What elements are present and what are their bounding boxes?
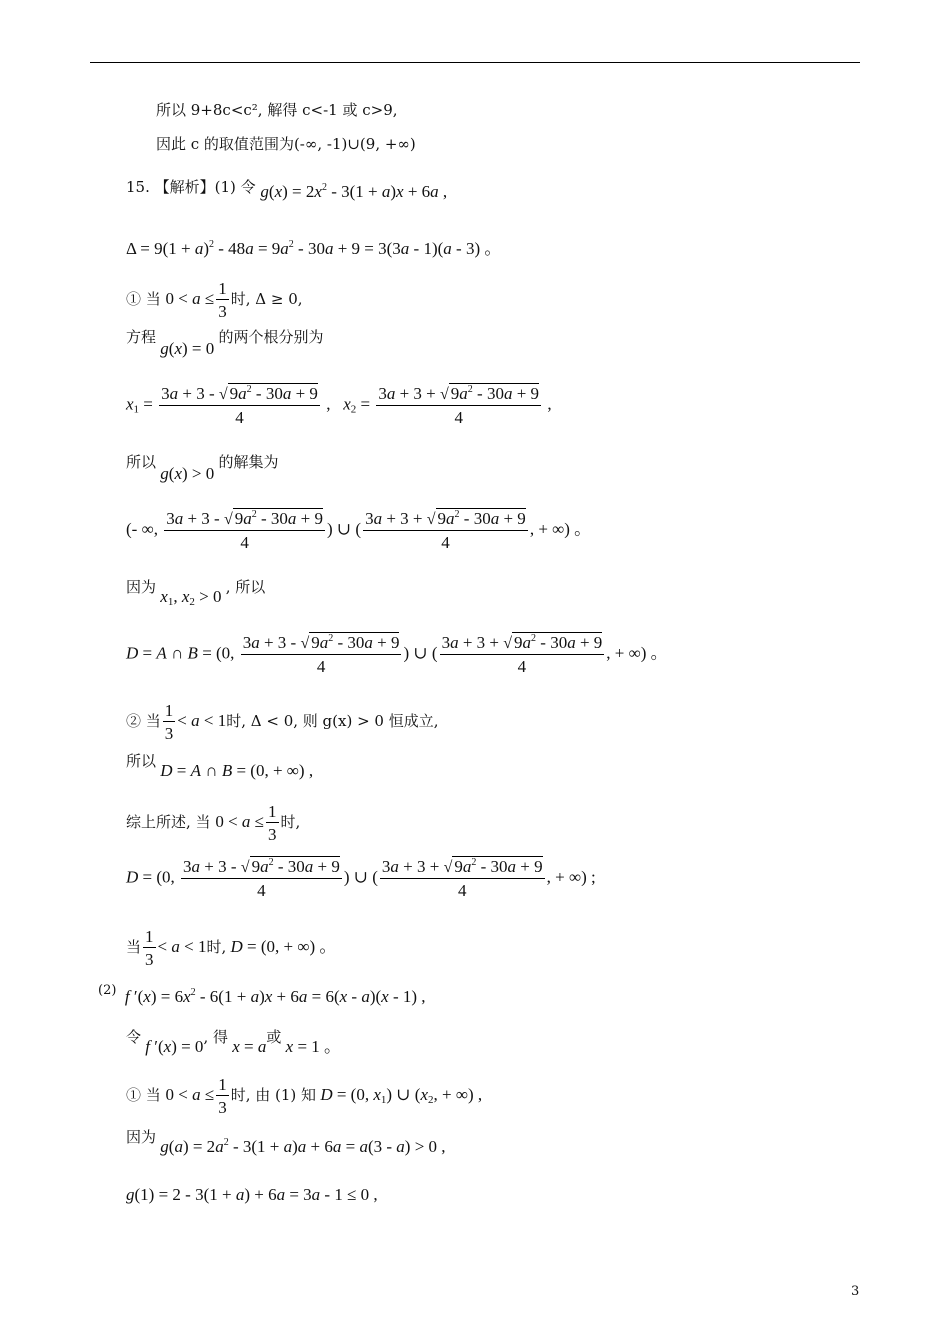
summary-case-2: 当 $\frac{1}{3}$ < a < 1时, D = (0, + ∞) 。 [126,927,337,969]
critical-points: 令 f ′(x) = 0, 得 x = a或 x = 1 。 [126,1028,342,1056]
roots-positive: 因为 $x_1$, $x_2 > 0$ , 所以 [126,578,266,608]
header-rule [90,62,860,63]
g-a-evaluation: 因为 $g(a) = 2a^2 - 3(1 + a)a + 6a = a(3 - a) > 0$ , [126,1128,446,1156]
case-2-condition: ② 当 $\frac{1}{3}$ < a < 1时, Δ < 0, 则 g(x) > 0 恒成立, [126,701,439,743]
set-d-formula-2: D = (0, $\frac{3a + 3 - √ 9a^2 - 30a + 9}{4}$ ) ∪ ( $\frac{3a + 3 + √ 9a^2 - 30a + 9}{4}$ , + ∞) ; [126,857,596,900]
case-1-condition: ① 当 0 < a ≤ $\frac{1}{3}$ 时, Δ ≥ 0, [126,279,303,321]
part-2-derivative: (2) f $'(x) = 6x^2 - 6(1 + a)x + 6a = 6(x - a)(x - 1)$ , [98,983,426,1006]
problem-label: 15. 【解析】(1) 令 [126,178,256,196]
equation-roots-intro: 方程 g(x) = 0 的两个根分别为 [126,328,324,358]
g-definition: $g(x) = 2x^2 - 3(1 + a)x + 6a$ , [260,182,448,201]
discriminant-formula: $\Delta = 9(1 + a)^2 - 48a = 9a^2 - 30a + 9 = 3(3a - 1)(a - 3)$ 。 [126,239,502,258]
line-1: 所以 9+8c<c², 解得 c<-1 或 c>9, [156,101,398,119]
line-2: 因此 c 的取值范围为(-∞, -1)∪(9, +∞) [156,135,416,153]
page-number: 3 [851,1284,860,1299]
solution-set-intro: 所以 g(x) > 0 的解集为 [126,453,279,483]
part-2-case-1: ① 当 0 < a ≤ $\frac{1}{3}$ 时, 由 (1) 知 D = (0, $x_1$) ∪ ($x_2$, + ∞) , [126,1075,483,1117]
set-d-formula-1: D = A ∩ B = (0, $\frac{3a + 3 - √ 9a^2 - 30a + 9}{4}$ ) ∪ ( $\frac{3a + 3 + √ 9a^2 - 30a + 9}{4}$ , + ∞) 。 [126,633,668,676]
case-1-text: 时, Δ ≥ 0, [230,290,303,308]
roots-formula: $x_1$ = $\frac{3a + 3 - √ 9a^2 - 30a + 9}{4}$ , $x_2$ = $\frac{3a + 3 + √ 9a^2 - 30a + 9}{4}$ , [126,384,552,427]
summary-condition: 综上所述, 当 0 < a ≤ $\frac{1}{3}$ 时, [126,802,301,844]
solution-set-formula: (- ∞, $\frac{3a + 3 - √ 9a^2 - 30a + 9}{4}$ ) ∪ ( $\frac{3a + 3 + √ 9a^2 - 30a + 9}{4}$ , + ∞) 。 [126,509,592,552]
g-1-evaluation: g(1) = 2 - 3(1 + a) + 6a = 3a - 1 ≤ 0 , [126,1185,378,1204]
case-2-result: 所以 D = A ∩ B = (0, + ∞) , [126,752,314,780]
line-15-heading [126,178,448,201]
